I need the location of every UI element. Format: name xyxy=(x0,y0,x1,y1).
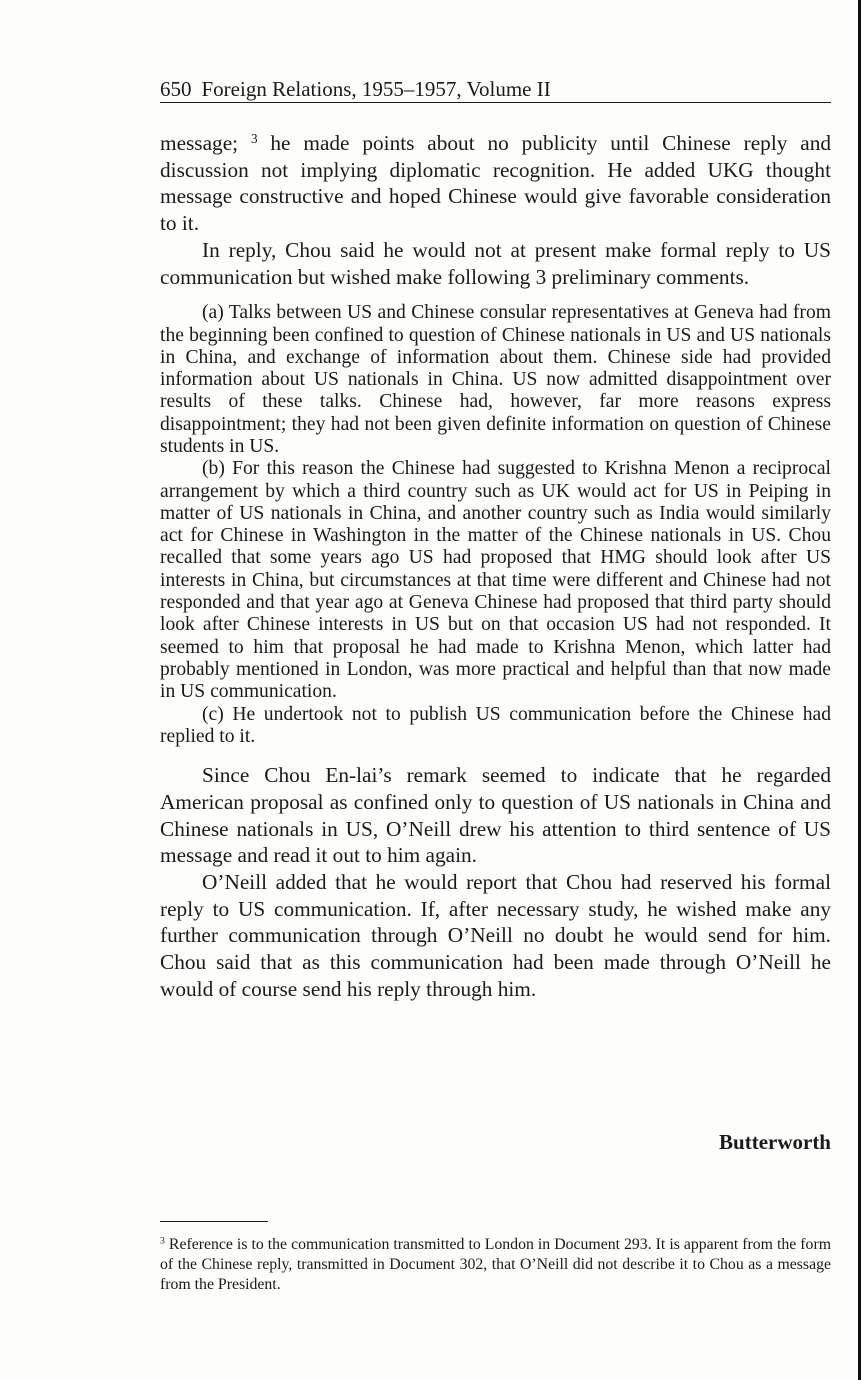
page-number: 650 xyxy=(160,77,192,101)
footnote xyxy=(160,1235,831,1295)
signature: Butterworth xyxy=(719,1130,831,1154)
comment-a: (a) Talks between US and Chinese consular representatives at Geneva had from the beginning been confined to question of Chinese nationals in US and US nationals in China, and exchange of information about them. Chinese side had provided information about US nationals in China. US now admitted disappointment over results of these talks. Chinese had, however, far more reasons express disappointment; they had not been given definite information on question of Chinese students in US. xyxy=(160,302,831,457)
body-text xyxy=(160,130,831,1002)
quoted-comments xyxy=(160,302,831,748)
footnote-text: Reference is to the communication transmitted to London in Document 293. It is apparent from the form of the Chinese reply, transmitted in Document 302, that O’Neill did not describe it to Chou as a message from the President. xyxy=(160,1236,831,1293)
footnote-reference: 3 xyxy=(250,130,258,146)
comment-b: (b) For this reason the Chinese had suggested to Krishna Menon a reciprocal arrangement by which a third country such as UK would act for US in Peiping in matter of US nationals in China, and another country such as India would similarly act for Chinese in Washington in the matter of the Chinese nationals in US. Chou recalled that some years ago US had proposed that HMG should look after US interests in China, but circumstances at that time were different and Chinese had not responded and that year ago at Geneva Chinese had proposed that third party should look after Chinese interests in US but on that occasion US had not responded. It seemed to him that proposal he had made to Krishna Menon, which latter had probably mentioned in London, was more practical and helpful than that now made in US communication. xyxy=(160,458,831,703)
paragraph-1-start: message; xyxy=(160,131,239,155)
footnote-marker: 3 xyxy=(160,1235,165,1247)
paragraph-2: In reply, Chou said he would not at present make formal reply to US communication but wished make following 3 preliminary comments. xyxy=(160,237,831,289)
paragraph-3: Since Chou En-lai’s remark seemed to indicate that he regarded American proposal as confined only to question of US nationals in China and Chinese nationals in US, O’Neill drew his attention to third sentence of US message and read it out to him again. xyxy=(160,763,831,868)
paragraph-4: O’Neill added that he would report that Chou had reserved his formal reply to US communication. If, after necessary study, he wished make any further communication through O’Neill no doubt he would send for him. Chou said that as this communication had been made through O’Neill he would of course send his reply through him. xyxy=(160,869,831,1001)
comment-c: (c) He undertook not to publish US communication before the Chinese had replied to it. xyxy=(160,703,831,747)
paragraph-1 xyxy=(160,130,831,237)
paragraph-1-rest: he made points about no publicity until Chinese reply and discussion not implying diplomatic recognition. He added UKG thought message constructive and hoped Chinese would give favorable consideration to it. xyxy=(160,131,831,236)
running-head xyxy=(160,76,831,103)
footnote-rule xyxy=(160,1221,268,1222)
volume-title: Foreign Relations, 1955–1957, Volume II xyxy=(201,77,551,101)
